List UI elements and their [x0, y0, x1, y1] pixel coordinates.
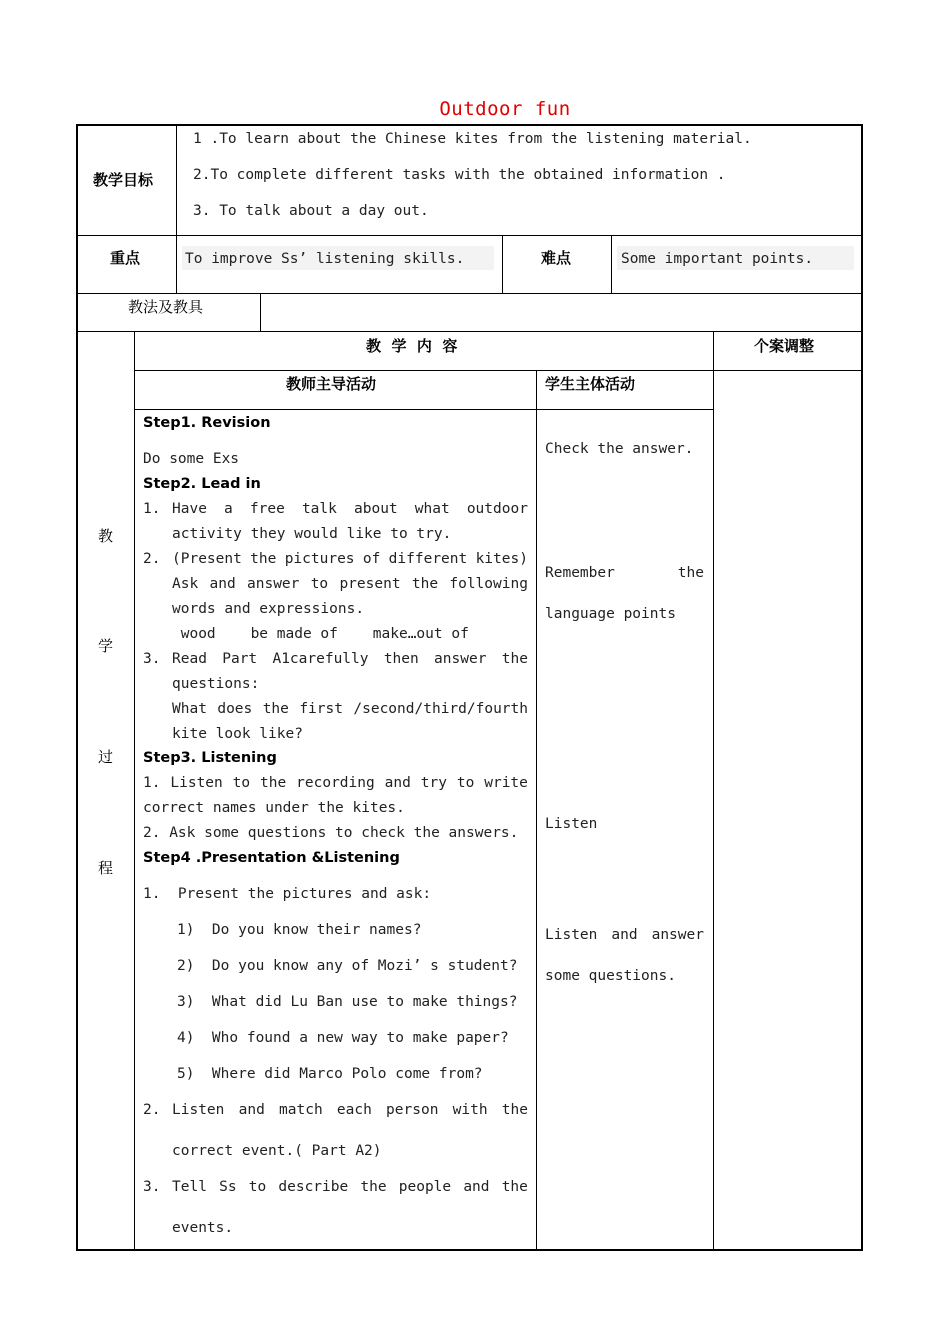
word: people	[398, 1179, 452, 1195]
word: the	[411, 576, 439, 592]
row-divider	[77, 235, 862, 236]
col-divider	[536, 371, 537, 1250]
step4-question: 4) Who found a new way to make paper?	[177, 1030, 509, 1046]
word: outdoor	[466, 501, 528, 517]
student-listen: Listen	[545, 816, 598, 832]
list-number: 3.	[143, 651, 161, 667]
word: different	[388, 551, 468, 567]
process-label-char: 教	[98, 527, 114, 545]
word: and	[463, 1179, 490, 1195]
step2-item2-line1	[172, 550, 528, 568]
word: the	[501, 651, 528, 667]
word: (Present	[172, 551, 242, 567]
step3-item2: 2. Ask some questions to check the answers.	[143, 825, 519, 841]
step4-question: 1) Do you know their names?	[177, 922, 422, 938]
word: with	[452, 1102, 488, 1118]
step4-item1: 1. Present the pictures and ask:	[143, 886, 432, 902]
word: a	[224, 501, 233, 517]
word: person	[386, 1102, 439, 1118]
word: Ask	[172, 576, 199, 592]
col-divider	[611, 236, 612, 293]
step1-text: Do some Exs	[143, 451, 240, 467]
step4-item2-line1	[172, 1101, 528, 1119]
list-number: 1.	[143, 501, 161, 517]
word: and	[238, 1102, 265, 1118]
row-divider	[77, 293, 862, 294]
step4-title: Step4 .Presentation &Listening	[143, 850, 400, 866]
difficult-point-value: Some important points.	[621, 251, 814, 267]
word: Tell	[172, 1179, 207, 1195]
word: to	[248, 1179, 267, 1195]
process-label-char: 学	[98, 637, 114, 655]
step4-question: 3) What did Lu Ban use to make things?	[177, 994, 518, 1010]
step4-item2-line2: correct event.( Part A2)	[172, 1143, 382, 1159]
step4-item3-line1	[172, 1178, 528, 1196]
adjust-header: 个案调整	[754, 337, 815, 355]
word: match	[279, 1102, 323, 1118]
objective-item: 3. To talk about a day out.	[193, 203, 429, 219]
word: describe	[278, 1179, 349, 1195]
student-check: Check the answer.	[545, 441, 694, 457]
teacher-header: 教师主导活动	[286, 375, 377, 393]
word: the	[501, 1102, 528, 1118]
word: the	[250, 551, 277, 567]
word: answer	[247, 576, 300, 592]
col-divider	[176, 125, 177, 293]
step4-question: 2) Do you know any of Mozi’ s student?	[177, 958, 518, 974]
step2-item3-line4: kite look like?	[172, 726, 303, 742]
word: answer	[651, 927, 704, 943]
word: present	[339, 576, 401, 592]
step3-item1-line1	[143, 774, 528, 792]
word: the	[360, 1179, 387, 1195]
word: Read	[172, 651, 207, 667]
word: answer	[434, 651, 487, 667]
word: 1.	[143, 775, 161, 791]
list-number: 2.	[143, 1102, 161, 1118]
difficult-point-label: 难点	[541, 249, 572, 267]
row-divider	[135, 409, 713, 410]
word: of	[362, 551, 381, 567]
step2-item2-line4: wood be made of make…out of	[172, 626, 469, 642]
key-point-value: To improve Ss’ listening skills.	[185, 251, 465, 267]
step2-item2-line2	[172, 575, 528, 593]
word: each	[336, 1102, 372, 1118]
word: recording	[296, 775, 375, 791]
step2-item3-line3	[172, 700, 528, 718]
col-divider	[502, 236, 503, 293]
process-label-char: 过	[98, 748, 114, 766]
word: Part	[222, 651, 258, 667]
word: what	[414, 501, 450, 517]
step1-title: Step1. Revision	[143, 415, 271, 431]
content-header: 教 学 内 容	[366, 337, 458, 355]
methods-label: 教法及教具	[128, 298, 204, 316]
student-listen-answer-line1	[545, 926, 704, 944]
word: does	[217, 701, 253, 717]
word: Remember	[545, 565, 615, 581]
word: talk	[301, 501, 337, 517]
row-divider	[77, 331, 862, 332]
word: following	[449, 576, 528, 592]
word: Listen	[545, 927, 598, 943]
list-number: 2.	[143, 551, 161, 567]
word: and	[384, 775, 411, 791]
word: first	[299, 701, 343, 717]
step2-item2-line3: words and expressions.	[172, 601, 365, 617]
word: about	[354, 501, 398, 517]
col-divider	[713, 332, 714, 1250]
step2-item3-line2: questions:	[172, 676, 260, 692]
objective-item: 2.To complete different tasks with the obtained information .	[193, 167, 726, 183]
word: /second/third/fourth	[353, 701, 528, 717]
word: and	[209, 576, 236, 592]
col-divider	[134, 332, 135, 1250]
step4-item3-line2: events.	[172, 1220, 234, 1236]
word: the	[260, 775, 287, 791]
page-title: Outdoor fun	[439, 98, 571, 120]
step2-title: Step2. Lead in	[143, 476, 261, 492]
step4-question: 5) Where did Marco Polo come from?	[177, 1066, 483, 1082]
word: to	[456, 775, 475, 791]
word: pictures	[284, 551, 355, 567]
process-label-char: 程	[98, 859, 114, 877]
word: then	[383, 651, 419, 667]
word: Listen	[170, 775, 223, 791]
objective-item: 1 .To learn about the Chinese kites from the listening material.	[193, 131, 752, 147]
word: Ss	[219, 1179, 237, 1195]
step2-item1-line2: activity they would like to try.	[172, 526, 452, 542]
word: write	[484, 775, 528, 791]
student-remember-line2: language points	[545, 606, 676, 622]
student-remember-line1	[545, 564, 704, 582]
student-listen-answer-line2: some questions.	[545, 968, 676, 984]
word: and	[611, 927, 638, 943]
objectives-label: 教学目标	[93, 171, 154, 189]
step2-item1-line1	[172, 500, 528, 518]
step3-title: Step3. Listening	[143, 750, 277, 766]
list-number: 3.	[143, 1179, 161, 1195]
row-divider	[135, 370, 862, 371]
word: the	[501, 1179, 528, 1195]
word: A1carefully	[272, 651, 369, 667]
word: to	[310, 576, 329, 592]
word: free	[249, 501, 285, 517]
word: What	[172, 701, 207, 717]
step3-item1-line2: correct names under the kites.	[143, 800, 405, 816]
word: to	[232, 775, 251, 791]
word: try	[420, 775, 447, 791]
col-divider	[260, 294, 261, 331]
student-header: 学生主体活动	[545, 375, 636, 393]
word: kites)	[475, 551, 528, 567]
key-point-label: 重点	[110, 249, 141, 267]
word: Listen	[172, 1102, 225, 1118]
word: Have	[172, 501, 207, 517]
word: the	[677, 565, 704, 581]
word: the	[262, 701, 289, 717]
step2-item3-line1	[172, 650, 528, 668]
